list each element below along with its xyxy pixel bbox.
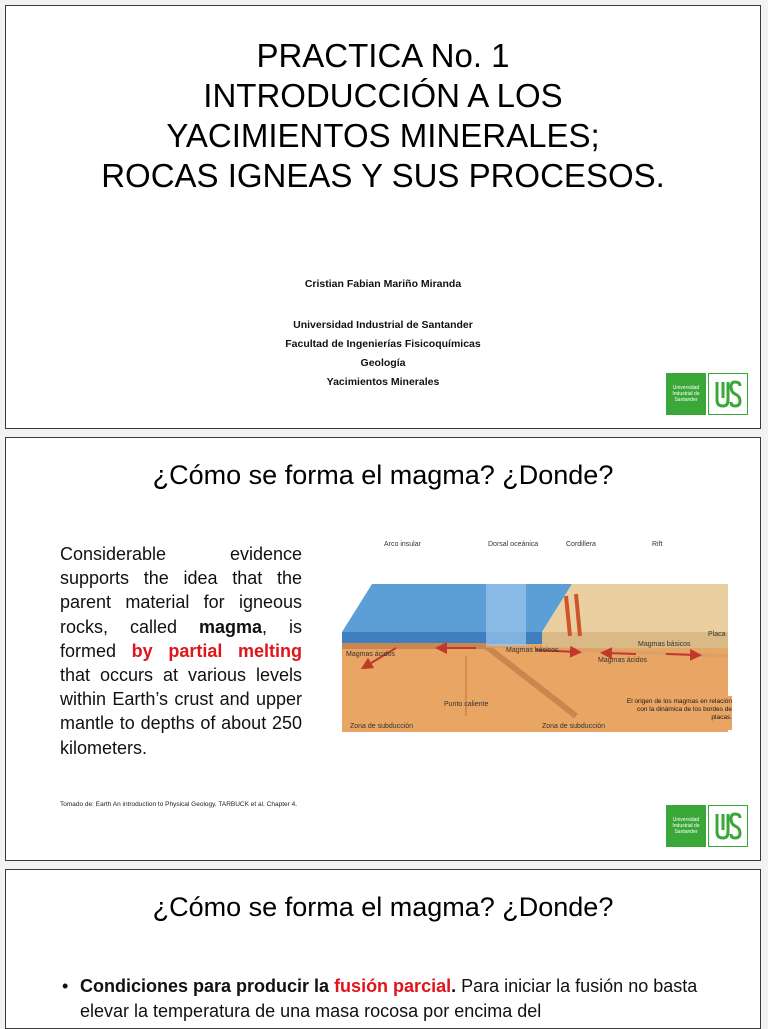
title-line: ROCAS IGNEAS Y SUS PROCESOS. — [101, 157, 665, 194]
title-line: YACIMIENTOS MINERALES; — [166, 117, 600, 154]
label-zona-subduccion: Zona de subducción — [542, 723, 606, 730]
title-line: PRACTICA No. 1 — [256, 37, 510, 74]
program-name: Geología — [360, 357, 406, 369]
label-magmas-acidos: Magmas ácidos — [346, 651, 396, 658]
slide-partial-melting — [5, 869, 761, 1029]
affiliation-block — [6, 316, 760, 392]
slide-magma-formation — [5, 437, 761, 861]
label-arco: Arco insular — [384, 541, 421, 548]
slide-title: ¿Cómo se forma el magma? ¿Donde? — [152, 460, 614, 490]
author-name: Cristian Fabian Mariño Miranda — [304, 278, 462, 290]
label-magmas-acidos: Magmas ácidos — [598, 657, 648, 664]
uis-emblem-icon — [708, 805, 748, 847]
course-name: Yacimientos Minerales — [326, 376, 440, 388]
label-rift: Rift — [652, 541, 663, 548]
label-cordillera: Cordillera — [566, 541, 596, 548]
highlight-fusion-parcial: fusión parcial — [334, 976, 452, 996]
faculty-name: Facultad de Ingenierías Fisicoquímicas — [285, 338, 481, 350]
plate-arrow — [666, 654, 696, 655]
label-zona-subduccion: Zona de subducción — [350, 723, 414, 730]
uis-logo — [666, 373, 748, 415]
university-name: Universidad Industrial de Santander — [293, 319, 473, 331]
uis-logo-text: Universidad Industrial de Santander — [666, 373, 706, 415]
uis-logo-text: Universidad Industrial de Santander — [666, 805, 706, 847]
mid-ocean-ridge — [486, 584, 526, 646]
label-dorsal: Dorsal oceánica — [488, 541, 539, 548]
uis-emblem-icon — [708, 373, 748, 415]
plate-arrow — [606, 653, 636, 654]
label-placa: Placa — [708, 631, 726, 638]
term-magma: magma — [198, 616, 263, 637]
uis-logo — [666, 805, 748, 847]
presentation-title — [6, 36, 760, 196]
label-magmas-basicos: Magmas básicos — [506, 647, 559, 654]
bullet-item: • Condiciones para producir la fusión parcial. Para iniciar la fusión no basta elevar la temperatura de una masa rocosa por encima del — [62, 976, 698, 1021]
label-magmas-basicos: Magmas básicos — [638, 641, 691, 648]
citation: Tomado de: Earth An introduction to Physical Geology, TARBUCK et al. Chapter 4. — [60, 801, 298, 808]
body-paragraph: Considerable evidence supports the idea that the parent material for igneous rocks, called magma, is formed by partial melting that occurs at various levels within Earth’s crust and upper mantle to depths of about 250 kilometers. — [60, 544, 302, 758]
slide-title — [5, 5, 761, 429]
magma-origin-diagram — [336, 536, 734, 746]
highlight-partial-melting: by partial melting — [131, 640, 302, 661]
ocean-surface — [342, 584, 572, 632]
diagram-caption: El origen de los magmas en relación con la dinámica de los bordes de placas. — [626, 698, 732, 721]
title-line: INTRODUCCIÓN A LOS — [203, 77, 563, 114]
slide-title: ¿Cómo se forma el magma? ¿Donde? — [152, 892, 614, 922]
label-punto-caliente: Punto caliente — [444, 701, 489, 708]
bullet-icon: • — [62, 976, 69, 996]
